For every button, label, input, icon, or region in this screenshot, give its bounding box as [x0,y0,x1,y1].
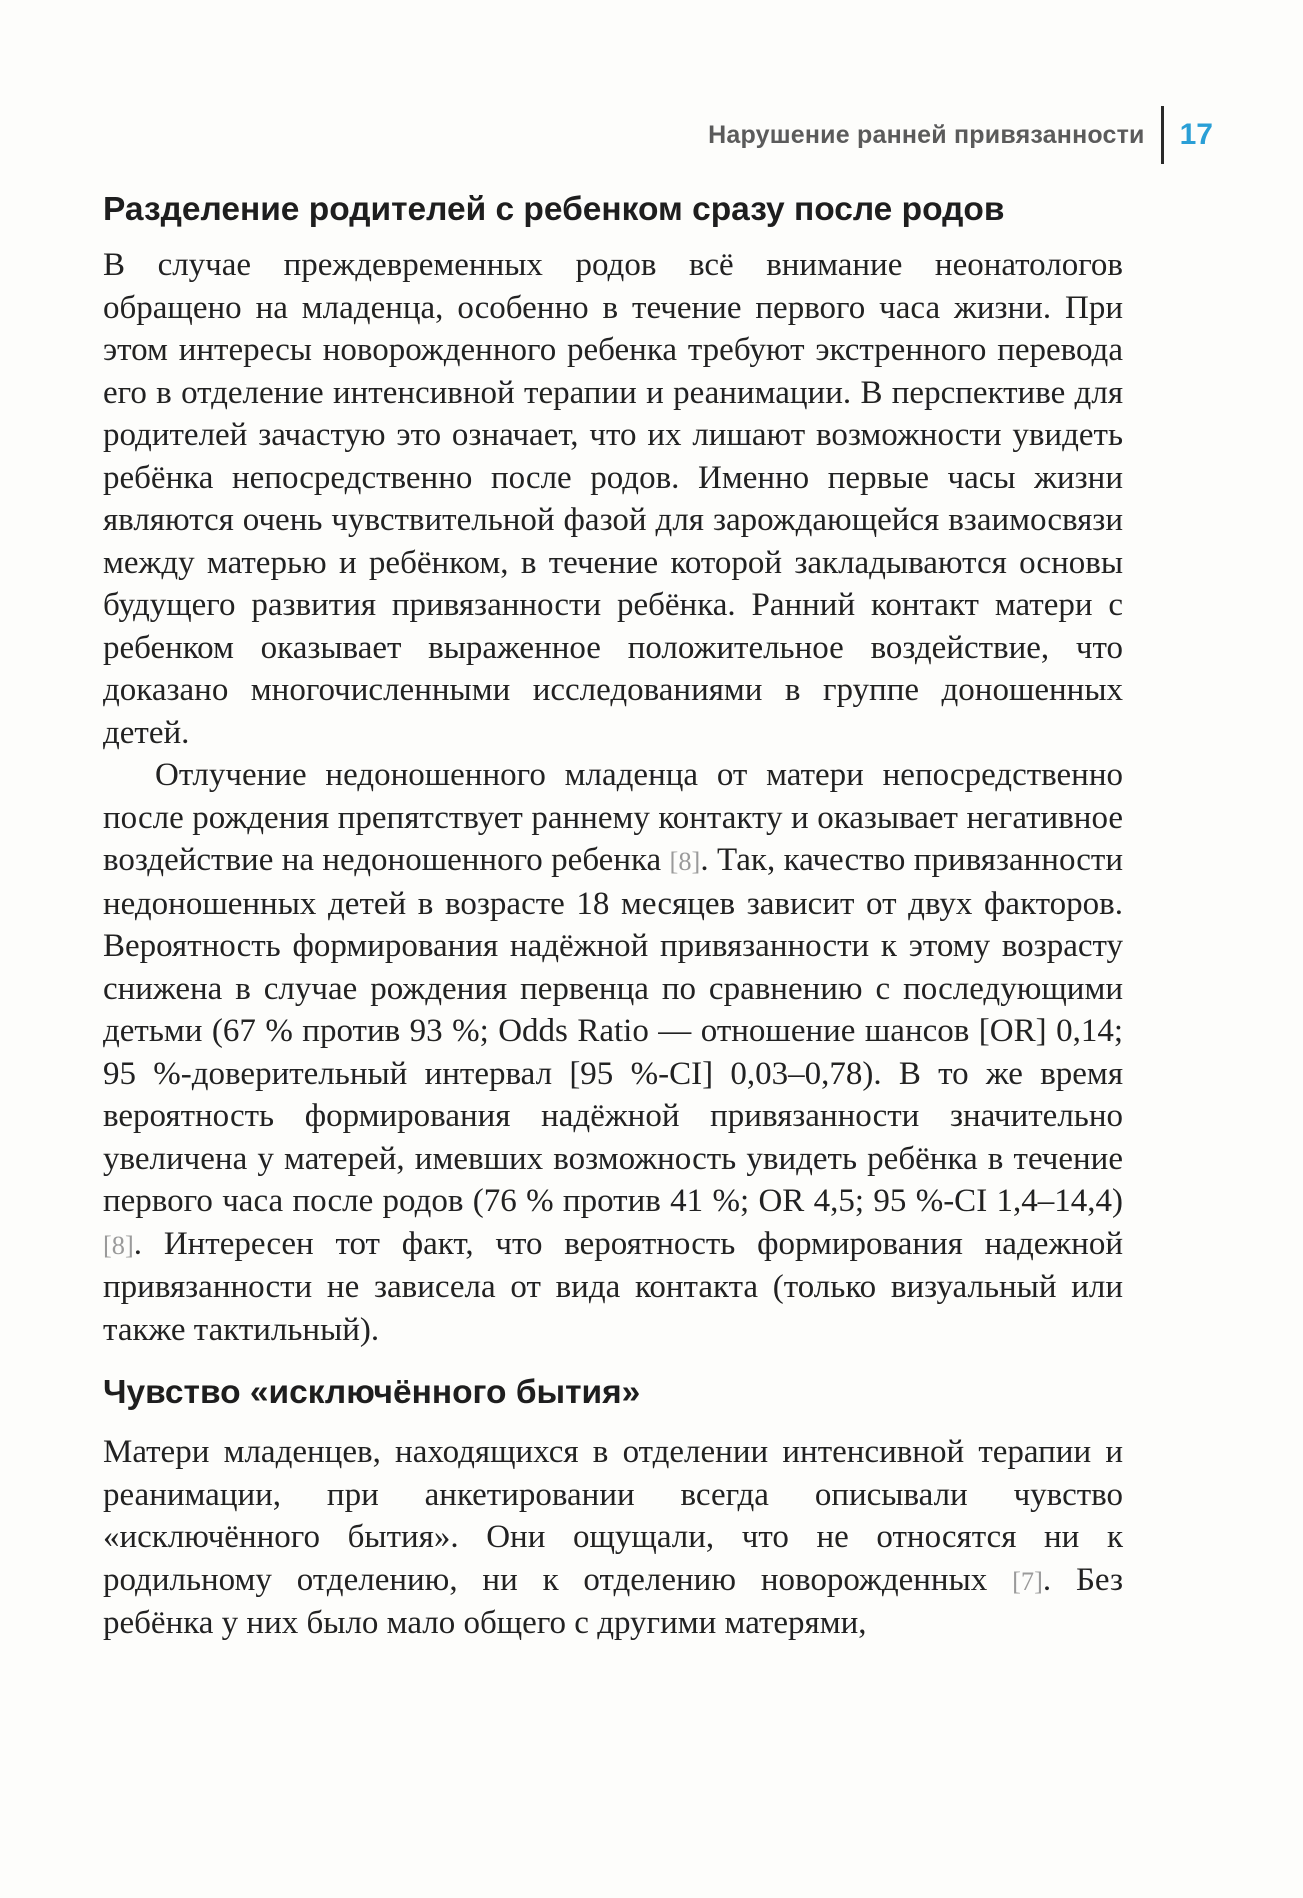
paragraph-text: . Интересен тот факт, что вероятность формирования надежной привязанности не зависела от вида контакта (только визуальный или также тактильный). [103,1225,1123,1348]
page-content [103,190,1123,1645]
citation-reference: [8] [103,1229,134,1260]
citation-reference: [8] [669,846,701,877]
paragraph-text: Отлучение недоношенного младенца от матери непосредственно после рождения препятствует раннему контакту и оказывает негативное воздействие на недоношенного ребенка [103,757,1123,879]
section-heading: Разделение родителей с ребенком сразу после родов [103,191,1005,228]
paragraph [103,1431,1123,1645]
paragraph-text: . Так, качество привязанности недоношенных детей в возрасте 18 месяцев зависит от двух факторов. Вероятность формирования надёжной привязанности к этому возрасту снижена в случае рождения первенца по сравнению с последующими детьми (67 % против 93 %; Odds Ratio — отношение шансов [OR] 0,14; 95 %-доверительный интервал [95 %-CI] 0,03–0,78). В то же время вероятность формирования надёжной привязанности значительно увеличена у матерей, имевших возможность увидеть ребёнка в течение первого часа после родов (76 % против 41 %; OR 4,5; 95 %-CI 1,4–14,4) [103,842,1123,1220]
running-title: Нарушение ранней привязанности [708,120,1145,149]
section-heading: Чувство «исключённого бытия» [103,1374,641,1412]
running-header [708,106,1213,164]
citation-reference: [7] [1012,1565,1043,1596]
paragraph-text: Матери младенцев, находящихся в отделении интенсивной терапии и реанимации, при анкетировании всегда описывали чувство «исключённого бытия». Они ощущали, что не относятся ни к родильному отделению, ни к отделению новорожденных [103,1434,1123,1598]
page-number: 17 [1179,118,1213,151]
paragraph [103,754,1123,1351]
paragraph: В случае преждевременных родов всё внимание неонатологов обращено на младенца, особенно в течение первого часа жизни. При этом интересы новорожденного ребенка требуют экстренного перевода его в отделение интенсивной терапии и реанимации. В перспективе для родителей зачастую это означает, что их лишают возможности увидеть ребёнка непосредственно после родов. Именно первые часы жизни являются очень чувствительной фазой для зарождающейся взаимосвязи между матерью и ребёнком, в течение которой закладываются основы будущего развития привязанности ребёнка. Ранний контакт матери с ребенком оказывает выраженное положительное воздействие, что доказано многочисленными исследованиями в группе доношенных детей. [103,247,1123,751]
paragraph-text: . Без ребёнка у них было мало общего с другими матерями, [103,1561,1123,1642]
